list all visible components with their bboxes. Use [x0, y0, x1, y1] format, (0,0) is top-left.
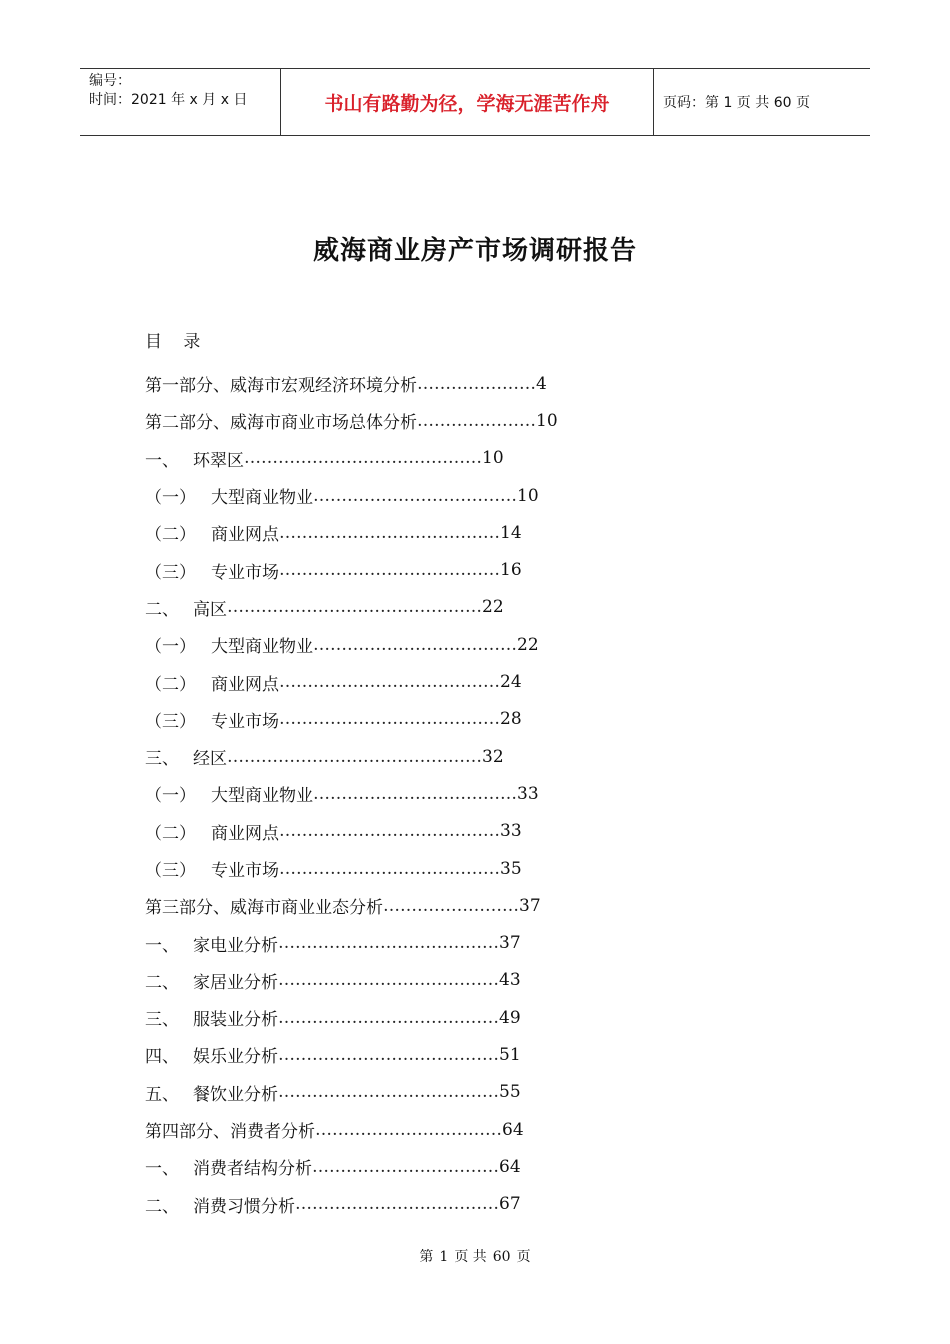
toc-entry-leader: ………………………………… — [278, 1007, 499, 1028]
toc-entry[interactable] — [145, 850, 845, 887]
toc-entry-page: 24 — [500, 672, 522, 693]
toc-entry-leader: ………………………………… — [278, 970, 499, 991]
toc-entry-page: 32 — [482, 746, 504, 767]
toc-entry-leader: ………………………………… — [279, 821, 500, 842]
toc-entry-text: 消费习惯分析 — [193, 1196, 295, 1217]
toc-entry-page: 64 — [502, 1119, 524, 1140]
page-footer — [0, 1246, 950, 1266]
toc-entry-text: 环翠区 — [193, 450, 244, 471]
toc-entry-leader: ………………………………… — [279, 522, 500, 543]
toc-entry-page: 55 — [499, 1082, 521, 1103]
toc-entry-text: 商业网点 — [211, 674, 279, 695]
toc-entry-text: 第二部分、威海市商业市场总体分析 — [145, 413, 417, 434]
toc-entry-number: 一、 — [145, 450, 179, 471]
toc-entry-text: 第一部分、威海市宏观经济环境分析 — [145, 376, 417, 397]
toc-entry-page: 49 — [499, 1007, 521, 1028]
time-label: 时间：2021 年 x 月 x 日 — [89, 92, 248, 108]
toc-entry-text: 餐饮业分析 — [193, 1084, 278, 1105]
toc-entry[interactable] — [145, 1186, 845, 1223]
toc-entry-text: 商业网点 — [211, 525, 279, 546]
toc-entry[interactable] — [145, 1148, 845, 1185]
toc-entry-text: 专业市场 — [211, 711, 279, 732]
toc-entry-text: 第四部分、消费者分析 — [145, 1122, 315, 1143]
footer-prefix: 第 — [419, 1249, 434, 1265]
toc-entry-number: 三、 — [145, 749, 179, 770]
toc-entry[interactable] — [145, 440, 845, 477]
toc-entry-number: （二） — [145, 674, 196, 695]
toc-entry-text: 大型商业物业 — [211, 786, 313, 807]
toc-entry-number: 一、 — [145, 1159, 179, 1180]
toc-entry[interactable] — [145, 626, 845, 663]
toc-entry-page: 28 — [500, 709, 522, 730]
toc-entry-number: （一） — [145, 637, 196, 658]
page-header — [80, 68, 870, 136]
toc-entry-number: （一） — [145, 488, 196, 509]
toc-entry-number: 二、 — [145, 972, 179, 993]
toc-entry-number: （一） — [145, 786, 196, 807]
toc-entry-text: 大型商业物业 — [211, 637, 313, 658]
toc-entry-text: 专业市场 — [211, 861, 279, 881]
toc-entry-number: （三） — [145, 711, 196, 732]
footer-total: 60 — [492, 1249, 511, 1265]
toc-entry-leader: ………………… — [417, 373, 536, 394]
toc-entry-text: 娱乐业分析 — [193, 1047, 278, 1068]
toc-entry-page: 33 — [517, 783, 539, 804]
toc-entry-number: （二） — [145, 823, 196, 844]
toc-entry-text: 家电业分析 — [193, 935, 278, 956]
toc-entry-number: 二、 — [145, 1196, 179, 1217]
toc-entry[interactable] — [145, 477, 845, 514]
toc-entry[interactable] — [145, 924, 845, 961]
toc-entry[interactable] — [145, 589, 845, 626]
toc-entry-leader: ………………………………… — [279, 858, 500, 879]
table-of-contents — [145, 328, 845, 1223]
toc-entry-page: 67 — [499, 1194, 521, 1215]
toc-entry-leader: ………………………………… — [278, 1044, 499, 1065]
header-motto: 书山有路勤为径，学海无涯苦作舟 — [281, 69, 654, 135]
toc-entry-leader: ………………………………… — [279, 672, 500, 693]
toc-entry-text: 家居业分析 — [193, 972, 278, 993]
toc-entry-leader: ……………………………………… — [227, 597, 482, 618]
toc-entry-leader: …………………………… — [312, 1156, 499, 1177]
toc-entry-page: 14 — [500, 522, 522, 543]
number-label: 编号： — [89, 73, 131, 89]
toc-entry[interactable] — [145, 365, 845, 402]
toc-entry[interactable] — [145, 402, 845, 439]
document-title: 威海商业房产市场调研报告 — [312, 236, 637, 266]
toc-entry-leader: ……………………………… — [295, 1194, 499, 1215]
toc-entry-leader: …………………… — [383, 895, 519, 916]
header-page-info: 页码：第 1 页 共 60 页 — [663, 95, 810, 111]
footer-page: 1 — [439, 1249, 449, 1265]
toc-entry[interactable] — [145, 962, 845, 999]
toc-entry-page: 37 — [519, 895, 541, 916]
toc-entry-leader: ………………………………… — [279, 560, 500, 581]
toc-entry-text: 高区 — [193, 599, 227, 620]
toc-entry-leader: ……………………………… — [313, 485, 517, 506]
toc-entry-text: 专业市场 — [211, 562, 279, 583]
toc-entry-number: 四、 — [145, 1047, 179, 1068]
toc-entry-page: 10 — [536, 410, 558, 431]
toc-entry[interactable] — [145, 738, 845, 775]
toc-entry-number: 五、 — [145, 1084, 179, 1105]
toc-entry-text: 大型商业物业 — [211, 488, 313, 509]
toc-entry-page: 22 — [517, 634, 539, 655]
toc-entry-page: 51 — [499, 1044, 521, 1065]
toc-entry[interactable] — [145, 1036, 845, 1073]
toc-entry-page: 33 — [500, 821, 522, 842]
toc-entry-page: 37 — [499, 933, 521, 954]
toc-list — [145, 365, 845, 1223]
toc-entry[interactable] — [145, 813, 845, 850]
toc-entry-number: （二） — [145, 525, 196, 546]
toc-entry-text: 商业网点 — [211, 823, 279, 844]
toc-entry[interactable] — [145, 701, 845, 738]
toc-entry-page: 22 — [482, 597, 504, 618]
toc-entry-text: 第三部分、威海市商业业态分析 — [145, 898, 383, 919]
toc-entry[interactable] — [145, 1074, 845, 1111]
footer-mid: 页 共 — [454, 1249, 487, 1265]
toc-entry-text: 消费者结构分析 — [193, 1159, 312, 1180]
toc-entry-text: 服装业分析 — [193, 1010, 278, 1031]
toc-entry[interactable] — [145, 1111, 845, 1148]
toc-entry-page: 4 — [536, 373, 547, 394]
toc-entry-number: （三） — [145, 562, 196, 583]
toc-heading: 目 录 — [145, 332, 209, 352]
toc-entry[interactable] — [145, 551, 845, 588]
toc-entry-page: 16 — [500, 560, 522, 581]
toc-entry-leader: ……………………………………… — [227, 746, 482, 767]
toc-entry-page: 35 — [500, 858, 522, 879]
toc-entry-leader: ……………………………… — [313, 783, 517, 804]
toc-entry[interactable] — [145, 663, 845, 700]
toc-entry-number: （三） — [145, 861, 196, 881]
toc-entry-leader: …………………………………… — [244, 448, 482, 469]
toc-entry[interactable] — [145, 887, 845, 924]
toc-entry[interactable] — [145, 999, 845, 1036]
toc-entry-number: 三、 — [145, 1010, 179, 1031]
toc-entry-leader: …………………………… — [315, 1119, 502, 1140]
toc-entry-number: 二、 — [145, 599, 179, 620]
toc-entry-page: 64 — [499, 1156, 521, 1177]
toc-entry[interactable] — [145, 514, 845, 551]
toc-entry-leader: ………………………………… — [279, 709, 500, 730]
toc-entry-number: 一、 — [145, 935, 179, 956]
header-meta — [80, 69, 281, 135]
toc-entry-page: 10 — [482, 448, 504, 469]
toc-entry[interactable] — [145, 775, 845, 812]
toc-entry-leader: ……………………………… — [313, 634, 517, 655]
toc-entry-page: 43 — [499, 970, 521, 991]
footer-suffix: 页 — [516, 1249, 531, 1265]
toc-entry-leader: ………………………………… — [278, 933, 499, 954]
toc-entry-leader: ………………… — [417, 410, 536, 431]
toc-entry-page: 10 — [517, 485, 539, 506]
toc-entry-text: 经区 — [193, 749, 227, 770]
toc-entry-leader: ………………………………… — [278, 1082, 499, 1103]
